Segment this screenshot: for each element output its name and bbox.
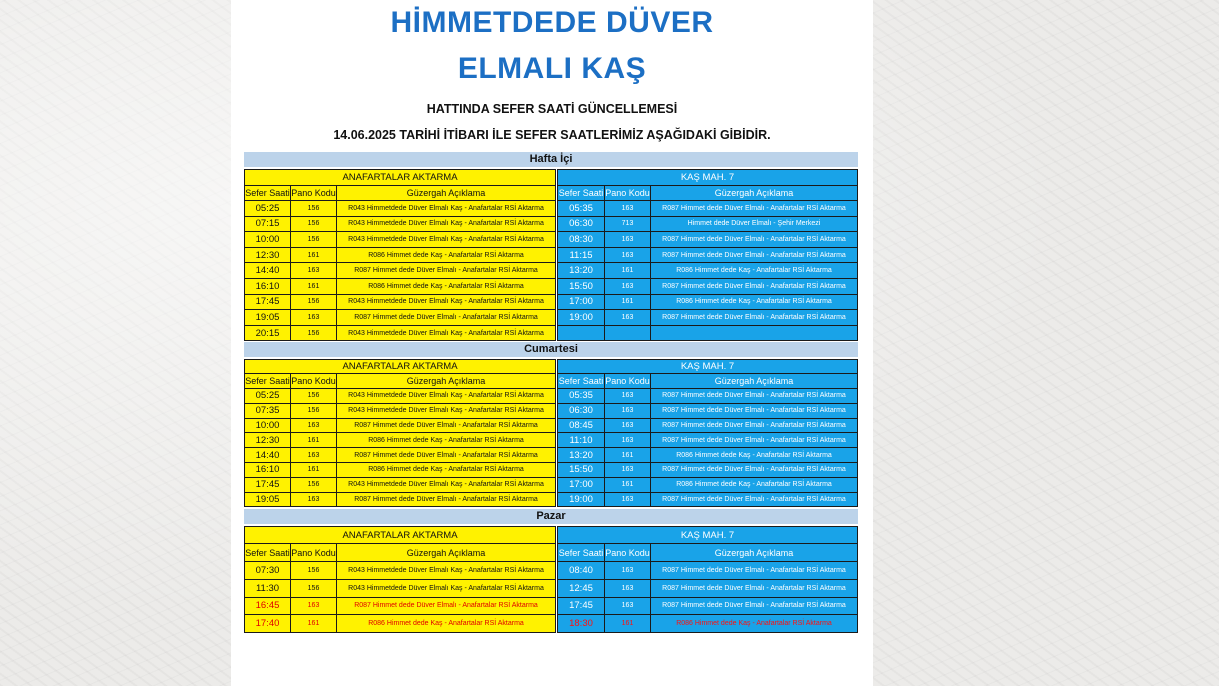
- route-description: R087 Himmet dede Düver Elmalı - Anafartalar RSİ Aktarma: [337, 597, 556, 615]
- departure-time: 15:50: [558, 278, 605, 294]
- table-row: [558, 201, 858, 217]
- table-row: [558, 418, 858, 433]
- route-description: Himmet dede Düver Elmalı - Şehir Merkezi: [651, 216, 858, 232]
- column-header-row: [245, 374, 556, 389]
- table-row: [558, 462, 858, 477]
- route-description: R043 Himmetdede Düver Elmalı Kaş - Anafartalar RSİ Aktarma: [337, 232, 556, 248]
- route-code: 156: [291, 477, 337, 492]
- route-code: 163: [291, 448, 337, 463]
- table-row: [558, 448, 858, 463]
- table-row: [245, 403, 556, 418]
- departure-time: 05:35: [558, 389, 605, 404]
- route-description: R087 Himmet dede Düver Elmalı - Anafartalar RSİ Aktarma: [337, 418, 556, 433]
- table-row: [558, 477, 858, 492]
- table-row: [558, 562, 858, 580]
- section-sunday: [244, 509, 858, 630]
- column-header-route: Güzergah Açıklama: [651, 374, 858, 389]
- route-description: R087 Himmet dede Düver Elmalı - Anafartalar RSİ Aktarma: [651, 247, 858, 263]
- route-description: R087 Himmet dede Düver Elmalı - Anafartalar RSİ Aktarma: [337, 263, 556, 279]
- departure-time: 19:00: [558, 492, 605, 507]
- departure-time: 14:40: [245, 263, 291, 279]
- table-row: [245, 615, 556, 633]
- departure-time: 17:00: [558, 294, 605, 310]
- departure-time: 07:15: [245, 216, 291, 232]
- table-anafartalar: [244, 526, 555, 633]
- departure-time: 18:30: [558, 615, 605, 633]
- route-code: 161: [605, 615, 651, 633]
- section-weekday: [244, 152, 858, 339]
- route-code: 163: [605, 418, 651, 433]
- table-header-row: [245, 527, 556, 544]
- route-code: 713: [605, 216, 651, 232]
- table-row: [558, 433, 858, 448]
- route-code: 161: [291, 433, 337, 448]
- table-row: [558, 278, 858, 294]
- departure-time: 12:45: [558, 579, 605, 597]
- route-code: 163: [605, 562, 651, 580]
- departure-time: 17:00: [558, 477, 605, 492]
- departure-time: 08:40: [558, 562, 605, 580]
- table-header-row: [245, 170, 556, 186]
- route-description: R086 Himmet dede Kaş - Anafartalar RSİ Aktarma: [651, 263, 858, 279]
- departure-time: 15:50: [558, 462, 605, 477]
- departure-time: 10:00: [245, 418, 291, 433]
- departure-time: [558, 325, 605, 341]
- column-header-time: Sefer Saati: [558, 544, 605, 562]
- table-row: [245, 325, 556, 341]
- column-header-code: Pano Kodu: [605, 374, 651, 389]
- route-code: 156: [291, 403, 337, 418]
- table-row: [558, 294, 858, 310]
- departure-time: 11:10: [558, 433, 605, 448]
- table-header-row: [558, 527, 858, 544]
- table-row: [245, 418, 556, 433]
- table-row: [245, 294, 556, 310]
- column-header-time: Sefer Saati: [245, 544, 291, 562]
- column-header-code: Pano Kodu: [605, 544, 651, 562]
- route-code: 156: [291, 216, 337, 232]
- route-code: 163: [605, 597, 651, 615]
- table-row: [245, 310, 556, 326]
- departure-time: 17:45: [245, 294, 291, 310]
- table-row: [558, 597, 858, 615]
- route-code: 161: [291, 278, 337, 294]
- departure-time: 17:45: [558, 597, 605, 615]
- departure-time: 05:25: [245, 389, 291, 404]
- table-row: [245, 433, 556, 448]
- column-header-code: Pano Kodu: [291, 544, 337, 562]
- column-header-route: Güzergah Açıklama: [651, 186, 858, 201]
- departure-time: 16:10: [245, 278, 291, 294]
- route-description: R087 Himmet dede Düver Elmalı - Anafartalar RSİ Aktarma: [651, 597, 858, 615]
- route-code: 163: [605, 278, 651, 294]
- table-row: [245, 201, 556, 217]
- departure-time: 07:30: [245, 562, 291, 580]
- departure-time: 16:10: [245, 462, 291, 477]
- route-description: R086 Himmet dede Kaş - Anafartalar RSİ Aktarma: [651, 294, 858, 310]
- route-code: 156: [291, 325, 337, 341]
- route-code: 161: [605, 294, 651, 310]
- title-line-1: HİMMETDEDE DÜVER: [390, 6, 714, 39]
- route-code: 161: [291, 247, 337, 263]
- route-code: 163: [291, 310, 337, 326]
- table-row: [558, 579, 858, 597]
- table-row: [558, 216, 858, 232]
- route-code: 163: [291, 597, 337, 615]
- departure-time: 19:00: [558, 310, 605, 326]
- table-row: [245, 597, 556, 615]
- table-title: ANAFARTALAR AKTARMA: [245, 527, 556, 544]
- column-header-row: [558, 544, 858, 562]
- route-description: R087 Himmet dede Düver Elmalı - Anafartalar RSİ Aktarma: [651, 418, 858, 433]
- route-code: 163: [605, 310, 651, 326]
- route-description: R087 Himmet dede Düver Elmalı - Anafartalar RSİ Aktarma: [651, 201, 858, 217]
- route-code: 156: [291, 294, 337, 310]
- departure-time: 10:00: [245, 232, 291, 248]
- route-description: R087 Himmet dede Düver Elmalı - Anafartalar RSİ Aktarma: [651, 389, 858, 404]
- column-header-row: [558, 186, 858, 201]
- route-description: R087 Himmet dede Düver Elmalı - Anafartalar RSİ Aktarma: [337, 448, 556, 463]
- route-code: 156: [291, 562, 337, 580]
- departure-time: 19:05: [245, 492, 291, 507]
- table-kas: [557, 526, 857, 633]
- column-header-row: [245, 186, 556, 201]
- departure-time: 05:25: [245, 201, 291, 217]
- route-code: 161: [291, 615, 337, 633]
- route-code: 163: [605, 247, 651, 263]
- departure-time: 06:30: [558, 216, 605, 232]
- column-header-row: [558, 374, 858, 389]
- route-code: 156: [291, 579, 337, 597]
- section-title: Cumartesi: [244, 342, 858, 357]
- route-description: R087 Himmet dede Düver Elmalı - Anafartalar RSİ Aktarma: [651, 433, 858, 448]
- title-line-2: ELMALI KAŞ: [457, 52, 647, 85]
- route-code: 163: [605, 462, 651, 477]
- table-row: [245, 492, 556, 507]
- column-header-row: [245, 544, 556, 562]
- route-description: R087 Himmet dede Düver Elmalı - Anafartalar RSİ Aktarma: [337, 310, 556, 326]
- table-title: KAŞ MAH. 7: [558, 170, 858, 186]
- departure-time: 19:05: [245, 310, 291, 326]
- subtitle-update: HATTINDA SEFER SAATİ GÜNCELLEMESİ: [426, 102, 678, 116]
- departure-time: 12:30: [245, 247, 291, 263]
- table-row: [558, 403, 858, 418]
- route-code: 163: [605, 492, 651, 507]
- table-row: [245, 216, 556, 232]
- route-code: 163: [605, 433, 651, 448]
- route-description: R087 Himmet dede Düver Elmalı - Anafartalar RSİ Aktarma: [337, 492, 556, 507]
- route-code: 156: [291, 389, 337, 404]
- route-code: 161: [605, 477, 651, 492]
- route-description: R043 Himmetdede Düver Elmalı Kaş - Anafartalar RSİ Aktarma: [337, 201, 556, 217]
- departure-time: 17:40: [245, 615, 291, 633]
- departure-time: 06:30: [558, 403, 605, 418]
- route-description: R087 Himmet dede Düver Elmalı - Anafartalar RSİ Aktarma: [651, 562, 858, 580]
- column-header-time: Sefer Saati: [245, 186, 291, 201]
- table-row: [558, 232, 858, 248]
- table-row: [558, 492, 858, 507]
- route-code: 163: [605, 579, 651, 597]
- table-row: [245, 477, 556, 492]
- route-code: 161: [291, 462, 337, 477]
- route-description: R087 Himmet dede Düver Elmalı - Anafartalar RSİ Aktarma: [651, 462, 858, 477]
- table-row: [245, 462, 556, 477]
- table-header-row: [245, 360, 556, 374]
- route-description: [651, 325, 858, 341]
- route-code: 163: [605, 389, 651, 404]
- departure-time: 11:15: [558, 247, 605, 263]
- departure-time: 16:45: [245, 597, 291, 615]
- route-description: R086 Himmet dede Kaş - Anafartalar RSİ Aktarma: [651, 477, 858, 492]
- table-row: [558, 325, 858, 341]
- table-kas: [557, 359, 857, 507]
- column-header-code: Pano Kodu: [605, 186, 651, 201]
- table-row: [245, 278, 556, 294]
- subtitle-effective-date: 14.06.2025 TARİHİ İTİBARI İLE SEFER SAATLERİMİZ AŞAĞIDAKİ GİBİDİR.: [333, 128, 771, 142]
- column-header-route: Güzergah Açıklama: [651, 544, 858, 562]
- section-saturday: [244, 342, 858, 505]
- route-description: R087 Himmet dede Düver Elmalı - Anafartalar RSİ Aktarma: [651, 310, 858, 326]
- route-code: 163: [291, 418, 337, 433]
- route-code: 163: [605, 201, 651, 217]
- route-description: R043 Himmetdede Düver Elmalı Kaş - Anafartalar RSİ Aktarma: [337, 477, 556, 492]
- route-description: R086 Himmet dede Kaş - Anafartalar RSİ Aktarma: [337, 433, 556, 448]
- route-description: R087 Himmet dede Düver Elmalı - Anafartalar RSİ Aktarma: [651, 278, 858, 294]
- departure-time: 14:40: [245, 448, 291, 463]
- column-header-code: Pano Kodu: [291, 374, 337, 389]
- departure-time: 12:30: [245, 433, 291, 448]
- column-header-time: Sefer Saati: [558, 186, 605, 201]
- route-description: R086 Himmet dede Kaş - Anafartalar RSİ Aktarma: [337, 247, 556, 263]
- departure-time: 07:35: [245, 403, 291, 418]
- table-header-row: [558, 360, 858, 374]
- table-row: [558, 615, 858, 633]
- route-code: 156: [291, 232, 337, 248]
- route-description: R043 Himmetdede Düver Elmalı Kaş - Anafartalar RSİ Aktarma: [337, 403, 556, 418]
- table-row: [558, 389, 858, 404]
- column-header-code: Pano Kodu: [291, 186, 337, 201]
- table-anafartalar: [244, 359, 555, 507]
- route-code: 161: [605, 263, 651, 279]
- departure-time: 13:20: [558, 263, 605, 279]
- route-code: 163: [291, 263, 337, 279]
- route-code: 163: [291, 492, 337, 507]
- schedule-document: [231, 0, 873, 686]
- table-header-row: [558, 170, 858, 186]
- table-row: [245, 389, 556, 404]
- route-description: R043 Himmetdede Düver Elmalı Kaş - Anafartalar RSİ Aktarma: [337, 562, 556, 580]
- route-code: 163: [605, 403, 651, 418]
- column-header-route: Güzergah Açıklama: [337, 186, 556, 201]
- departure-time: 08:30: [558, 232, 605, 248]
- route-description: R086 Himmet dede Kaş - Anafartalar RSİ Aktarma: [651, 615, 858, 633]
- table-row: [558, 263, 858, 279]
- table-title: KAŞ MAH. 7: [558, 527, 858, 544]
- table-row: [245, 448, 556, 463]
- table-anafartalar: [244, 169, 555, 341]
- route-description: R087 Himmet dede Düver Elmalı - Anafartalar RSİ Aktarma: [651, 232, 858, 248]
- column-header-time: Sefer Saati: [558, 374, 605, 389]
- column-header-route: Güzergah Açıklama: [337, 544, 556, 562]
- route-description: R043 Himmetdede Düver Elmalı Kaş - Anafartalar RSİ Aktarma: [337, 294, 556, 310]
- route-description: R086 Himmet dede Kaş - Anafartalar RSİ Aktarma: [337, 278, 556, 294]
- table-kas: [557, 169, 857, 341]
- table-row: [245, 247, 556, 263]
- column-header-time: Sefer Saati: [245, 374, 291, 389]
- table-title: ANAFARTALAR AKTARMA: [245, 360, 556, 374]
- departure-time: 05:35: [558, 201, 605, 217]
- departure-time: 11:30: [245, 579, 291, 597]
- departure-time: 20:15: [245, 325, 291, 341]
- route-code: 156: [291, 201, 337, 217]
- table-row: [558, 247, 858, 263]
- column-header-route: Güzergah Açıklama: [337, 374, 556, 389]
- route-description: R087 Himmet dede Düver Elmalı - Anafartalar RSİ Aktarma: [651, 579, 858, 597]
- route-code: 161: [605, 448, 651, 463]
- table-row: [245, 232, 556, 248]
- route-code: [605, 325, 651, 341]
- departure-time: 13:20: [558, 448, 605, 463]
- table-title: ANAFARTALAR AKTARMA: [245, 170, 556, 186]
- departure-time: 08:45: [558, 418, 605, 433]
- section-title: Hafta İçi: [244, 152, 858, 167]
- table-row: [245, 562, 556, 580]
- section-title: Pazar: [244, 509, 858, 524]
- route-description: R086 Himmet dede Kaş - Anafartalar RSİ Aktarma: [337, 462, 556, 477]
- route-description: R086 Himmet dede Kaş - Anafartalar RSİ Aktarma: [337, 615, 556, 633]
- route-description: R043 Himmetdede Düver Elmalı Kaş - Anafartalar RSİ Aktarma: [337, 216, 556, 232]
- route-description: R043 Himmetdede Düver Elmalı Kaş - Anafartalar RSİ Aktarma: [337, 325, 556, 341]
- table-row: [245, 263, 556, 279]
- route-code: 163: [605, 232, 651, 248]
- route-description: R043 Himmetdede Düver Elmalı Kaş - Anafartalar RSİ Aktarma: [337, 579, 556, 597]
- table-title: KAŞ MAH. 7: [558, 360, 858, 374]
- route-description: R087 Himmet dede Düver Elmalı - Anafartalar RSİ Aktarma: [651, 403, 858, 418]
- table-row: [245, 579, 556, 597]
- departure-time: 17:45: [245, 477, 291, 492]
- route-description: R086 Himmet dede Kaş - Anafartalar RSİ Aktarma: [651, 448, 858, 463]
- route-description: R043 Himmetdede Düver Elmalı Kaş - Anafartalar RSİ Aktarma: [337, 389, 556, 404]
- route-description: R087 Himmet dede Düver Elmalı - Anafartalar RSİ Aktarma: [651, 492, 858, 507]
- table-row: [558, 310, 858, 326]
